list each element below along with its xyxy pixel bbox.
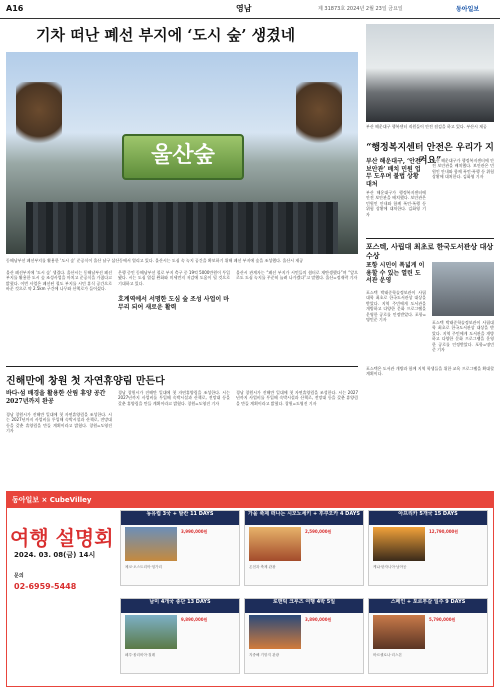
- tour-price: 5,790,000원: [429, 617, 456, 622]
- award-photo: [432, 262, 494, 316]
- article-column: 경남 창원시가 진해만 일대에 첫 자연휴양림을 조성한다. 시는 2027년까지 사업비를 투입해 숙박시설과 산책로, 전망대 등을 갖춘 휴양림을 만들 계획이라고 밝혔다. 창원=도영진 기자: [118, 390, 230, 406]
- side-body-3: 포스텍은 도서관 개방과 함께 지역 학생들을 위한 교육 프로그램을 확대할 계획이다.: [366, 366, 494, 377]
- tour-note: 바르셀로나·리스본: [373, 653, 402, 657]
- sub-headline: 진해만에 창원 첫 자연휴양림 만든다: [6, 376, 165, 387]
- crowd-shape: [26, 202, 338, 254]
- tour-note: 케냐·탄자니아·남아공: [373, 565, 407, 569]
- page-number: A16: [6, 4, 24, 13]
- tour-note: 온천과 축제 관광: [249, 565, 276, 569]
- section-name: 영남: [236, 4, 252, 13]
- ad-date: 2024. 03. 08(금) 14시: [14, 551, 96, 559]
- tour-title: 아프리카 5개국 15 DAYS: [369, 511, 487, 525]
- tour-card: [244, 598, 364, 674]
- article-column: 경남 창원시가 진해만 일대에 첫 자연휴양림을 조성한다. 시는 2027년까지 사업비를 투입해 숙박시설과 산책로, 전망대 등을 갖춘 휴양림을 만들 계획이라고 밝혔다. 창원=도영진 기자: [6, 412, 112, 434]
- main-headline: 기차 떠난 폐선 부지에 ‘도시 숲’ 생겼네: [36, 26, 296, 44]
- ad-title: 여행 설명회: [10, 526, 114, 550]
- tour-photo: [249, 527, 301, 561]
- ad-contact-label: 문의: [14, 573, 24, 579]
- tour-photo: [373, 615, 425, 649]
- side-headline-2: 포스텍, 사립대 최초로 한국도서관상 대상 수상: [366, 242, 494, 260]
- tree-shape: [16, 82, 62, 152]
- side-deck-2: 포항 시민이 폭넓게 이용할 수 있는 열린 도서관 운영: [366, 262, 425, 284]
- side-headline: “행정복지센터 안전은 우리가 지켜요”: [366, 143, 494, 166]
- tour-price: 9,890,000원: [181, 617, 208, 622]
- tour-title: 남미 4개국 종단 13 DAYS: [121, 599, 239, 613]
- main-photo: [6, 52, 358, 254]
- issue-date: 제 31873호 2024년 2월 23일 금요일: [318, 6, 403, 12]
- tour-photo: [249, 615, 301, 649]
- side-photo: [366, 24, 494, 122]
- side-photo-caption: 부산 해운대구 행복센터 직원들이 안전 점검을 하고 있다. 부산시 제공: [366, 124, 487, 129]
- tour-title: 스페인 + 포르투갈 일주 9 DAYS: [369, 599, 487, 613]
- tree-shape: [296, 82, 342, 152]
- page-header: [0, 0, 500, 19]
- ad-phone: 02-6959-5448: [14, 582, 77, 591]
- article-column: 울산시 관계자는 “폐선 부지가 시민들의 쉼터로 재탄생했다”며 “앞으로도 도심 녹지를 꾸준히 늘려 나가겠다”고 말했다. 울산=정재락 기자: [236, 270, 358, 281]
- tour-title: 동유럽 3국 + 발칸 11 DAYS: [121, 511, 239, 525]
- tour-card: [120, 598, 240, 674]
- ad-logo: 동아일보 × CubeVilley: [12, 496, 92, 504]
- divider: [6, 366, 358, 367]
- newspaper-brand: 동아일보: [456, 6, 480, 13]
- tour-title: 로맨틱 크루즈 여행 4박 5일: [245, 599, 363, 613]
- side-body-2: 포스텍 박태준학술정보관이 사립대학 최초로 한국도서관상 대상을 받았다. 지역 주민에게 도서관을 개방하고 다양한 문화 프로그램을 운영한 공로를 인정받았다. 포항=명민준 기자: [366, 290, 426, 323]
- article-column: 은행 중인 동해남부선 철로 부지 측구 중 19억 5000만원이 투입됐다. 시는 도심 열섬 완화와 미세먼지 저감에 도움이 될 것으로 기대하고 있다.: [118, 270, 230, 286]
- side-body-2: 포스텍 박태준학술정보관이 사립대학 최초로 한국도서관상 대상을 받았다. 지역 주민에게 도서관을 개방하고 다양한 문화 프로그램을 운영한 공로를 인정받았다. 포항=명민준 기자: [432, 320, 494, 353]
- side-body: 부산 해운대구가 행정복지센터에 안전 보안관을 배치했다. 보안관은 민원인 안내와 함께 폭언·폭행 등 위험 상황에 대처한다. 김화영 기자: [432, 158, 494, 180]
- tour-note: 페루·볼리비아·칠레: [125, 653, 156, 657]
- tour-price: 12,790,000원: [429, 529, 459, 534]
- side-body: 부산 해운대구가 행정복지센터에 안전 보안관을 배치했다. 보안관은 민원인 안내와 함께 폭언·폭행 등 위험 상황에 대처한다. 김화영 기자: [366, 190, 426, 217]
- tour-title: 가을 축제 떠나는 시모노세키 + 후쿠오카 4 DAYS: [245, 511, 363, 525]
- tour-card: [120, 510, 240, 586]
- tour-note: 체코·오스트리아·헝가리: [125, 565, 162, 569]
- pull-quote: 호계역에서 서명한 도심 숲 조성 사업이 마무리 되어 새로운 활력: [118, 296, 230, 311]
- photo-caption: 동해남부선 폐선부지를 활용한 ‘도시 숲’ 준공식이 울산 남구 삼산동에서 열리고 있다. 울산시는 도심 속 녹지 공간을 확보하기 위해 폐선 부지에 숲을 조성했다. 울산시 제공: [6, 258, 304, 263]
- tour-price: 3,990,000원: [181, 529, 208, 534]
- side-deck: 부산 해운대구, ‘안전 보안관’ 배치 민원 업무 도우며 불법 상황 대처: [366, 158, 421, 188]
- divider: [366, 238, 494, 239]
- article-column: 울산 폐선부지에 ‘도시 숲’ 생겼다. 울산시는 동해남부선 폐선 부지를 활용한 도시 숲 조성사업을 마치고 준공식을 가졌다고 밝혔다. 이번 사업은 폐선된 철도 부지를 시민 휴식 공간으로 바꾼 것으로 약 2.5km 구간에 나무와 산책로가 들어섰다.: [6, 270, 112, 292]
- sub-deck: 바다·섬 배경을 활용한 산림 휴양 공간 2027년까지 완공: [6, 390, 106, 405]
- forest-sign: 울산숲: [122, 134, 244, 180]
- tour-card: [368, 510, 488, 586]
- tour-photo: [125, 527, 177, 561]
- tour-photo: [373, 527, 425, 561]
- tour-price: 3,890,000원: [305, 617, 332, 622]
- tour-card: [368, 598, 488, 674]
- article-column: 경남 창원시가 진해만 일대에 첫 자연휴양림을 조성한다. 시는 2027년까지 사업비를 투입해 숙박시설과 산책로, 전망대 등을 갖춘 휴양림을 만들 계획이라고 밝혔다. 창원=도영진 기자: [236, 390, 358, 406]
- tour-card: [244, 510, 364, 586]
- tour-photo: [125, 615, 177, 649]
- tour-price: 2,590,000원: [305, 529, 332, 534]
- tour-note: 지중해 기항지 관광: [249, 653, 280, 657]
